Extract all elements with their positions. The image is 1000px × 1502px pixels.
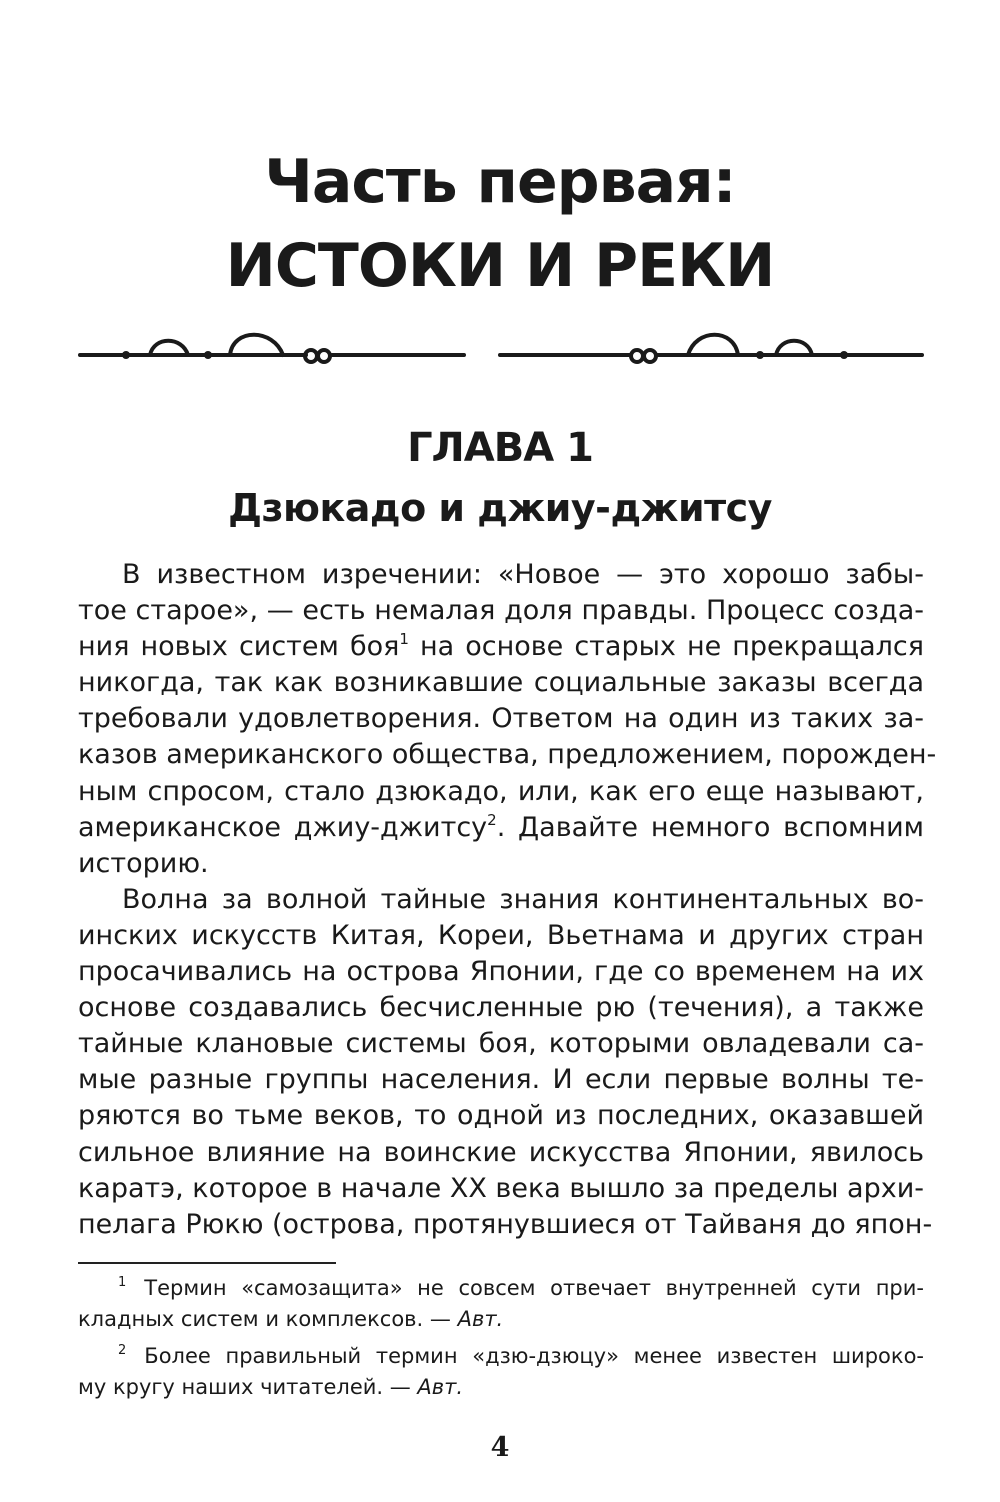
footnote-text: Более правильный термин «дзю-дзюцу» менее известен широко- bbox=[144, 1344, 924, 1368]
ornament-left-dot-2 bbox=[204, 351, 212, 359]
chapter-number: ГЛАВА 1 bbox=[407, 425, 593, 471]
text-line: каратэ, которое в начале XX века вышло за пределы архи- bbox=[78, 1172, 924, 1204]
ornament-right-dot-2 bbox=[840, 351, 848, 359]
text-line: В известном изречении: «Новое — это хорошо забы- bbox=[122, 559, 924, 590]
footnote-author: Авт. bbox=[417, 1375, 464, 1399]
body-text bbox=[78, 557, 937, 1243]
ornament-left-loop-1 bbox=[150, 341, 188, 355]
part-title-line2: ИСТОКИ И РЕКИ bbox=[225, 231, 775, 301]
footnote-line: 1 Термин «самозащита» не совсем отвечает внутренней сути при- bbox=[118, 1275, 924, 1300]
text-line: мые разные группы населения. И если первые волны те- bbox=[78, 1064, 924, 1096]
footnote-text: му кругу наших читателей. — bbox=[78, 1375, 418, 1399]
text-line: Волна за волной тайные знания континентальных во- bbox=[122, 883, 924, 915]
footnote-line: 2 Более правильный термин «дзю-дзюцу» менее известен широко- bbox=[118, 1343, 924, 1368]
text-line: пелага Рюкю (острова, протянувшиеся от Тайваня до япон- bbox=[78, 1208, 933, 1240]
footnote-author: Авт. bbox=[457, 1307, 504, 1331]
text-run: . Давайте немного вспомним bbox=[496, 811, 924, 843]
footnote-ref: 1 bbox=[399, 630, 409, 649]
ornament-left-ring-1 bbox=[305, 350, 317, 362]
part-title bbox=[0, 140, 1000, 308]
text-line: инских искусств Китая, Кореи, Вьетнама и других стран bbox=[78, 919, 924, 951]
footnote bbox=[78, 1341, 924, 1403]
text-run: на основе старых не прекращался bbox=[408, 631, 924, 663]
footnote bbox=[78, 1273, 924, 1335]
ornament-left-loop-2 bbox=[230, 335, 283, 355]
part-title-line1: Часть первая: bbox=[264, 147, 736, 217]
text-line bbox=[78, 810, 924, 846]
ornament-right-loop-1 bbox=[688, 335, 738, 355]
text-line: казов американского общества, предложением, порожден- bbox=[78, 739, 937, 771]
text-line bbox=[78, 629, 924, 665]
chapter-heading bbox=[0, 420, 1000, 536]
page-number: 4 bbox=[490, 1432, 510, 1463]
ornament-right-loop-2 bbox=[776, 341, 812, 355]
footnotes bbox=[78, 1273, 924, 1403]
text-line: основе создавались бесчисленные рю (течения), а также bbox=[78, 992, 924, 1024]
text-run: американское джиу-джитсу bbox=[78, 811, 488, 843]
footnote-separator bbox=[78, 1262, 336, 1264]
text-run: ния новых систем боя bbox=[78, 631, 400, 663]
text-line: тое старое», — есть немалая доля правды. Процесс созда- bbox=[78, 595, 924, 627]
chapter-title: Дзюкадо и джиу-джитсу bbox=[228, 486, 772, 530]
text-line: требовали удовлетворения. Ответом на один из таких за- bbox=[78, 703, 924, 735]
ornament-right-dot-1 bbox=[756, 351, 764, 359]
text-line: никогда, так как возникавшие социальные заказы всегда bbox=[78, 667, 924, 699]
text-line: просачивались на острова Японии, где со временем на их bbox=[78, 956, 924, 988]
ornament-right-ring-1 bbox=[631, 350, 643, 362]
footnote-line bbox=[78, 1304, 924, 1335]
text-line: ряются во тьме веков, то одной из последних, оказавшей bbox=[78, 1100, 924, 1132]
ornament-left-dot-1 bbox=[122, 351, 130, 359]
footnote-text: Термин «самозащита» не совсем отвечает внутренней сути при- bbox=[144, 1276, 924, 1300]
footnote-line bbox=[78, 1372, 924, 1403]
text-line: ным спросом, стало дзюкадо, или, как его еще называют, bbox=[78, 775, 924, 807]
text-line: сильное влияние на воинские искусства Японии, явилось bbox=[78, 1136, 924, 1168]
text-line: тайные клановые системы боя, которыми овладевали са- bbox=[78, 1028, 924, 1060]
ornament-left-ring-2 bbox=[318, 350, 330, 362]
ornament-divider bbox=[78, 322, 924, 372]
ornament-right-ring-2 bbox=[644, 350, 656, 362]
text-line: историю. bbox=[78, 847, 209, 879]
footnote-text: кладных систем и комплексов. — bbox=[78, 1307, 458, 1331]
footnote-ref: 2 bbox=[487, 810, 497, 829]
